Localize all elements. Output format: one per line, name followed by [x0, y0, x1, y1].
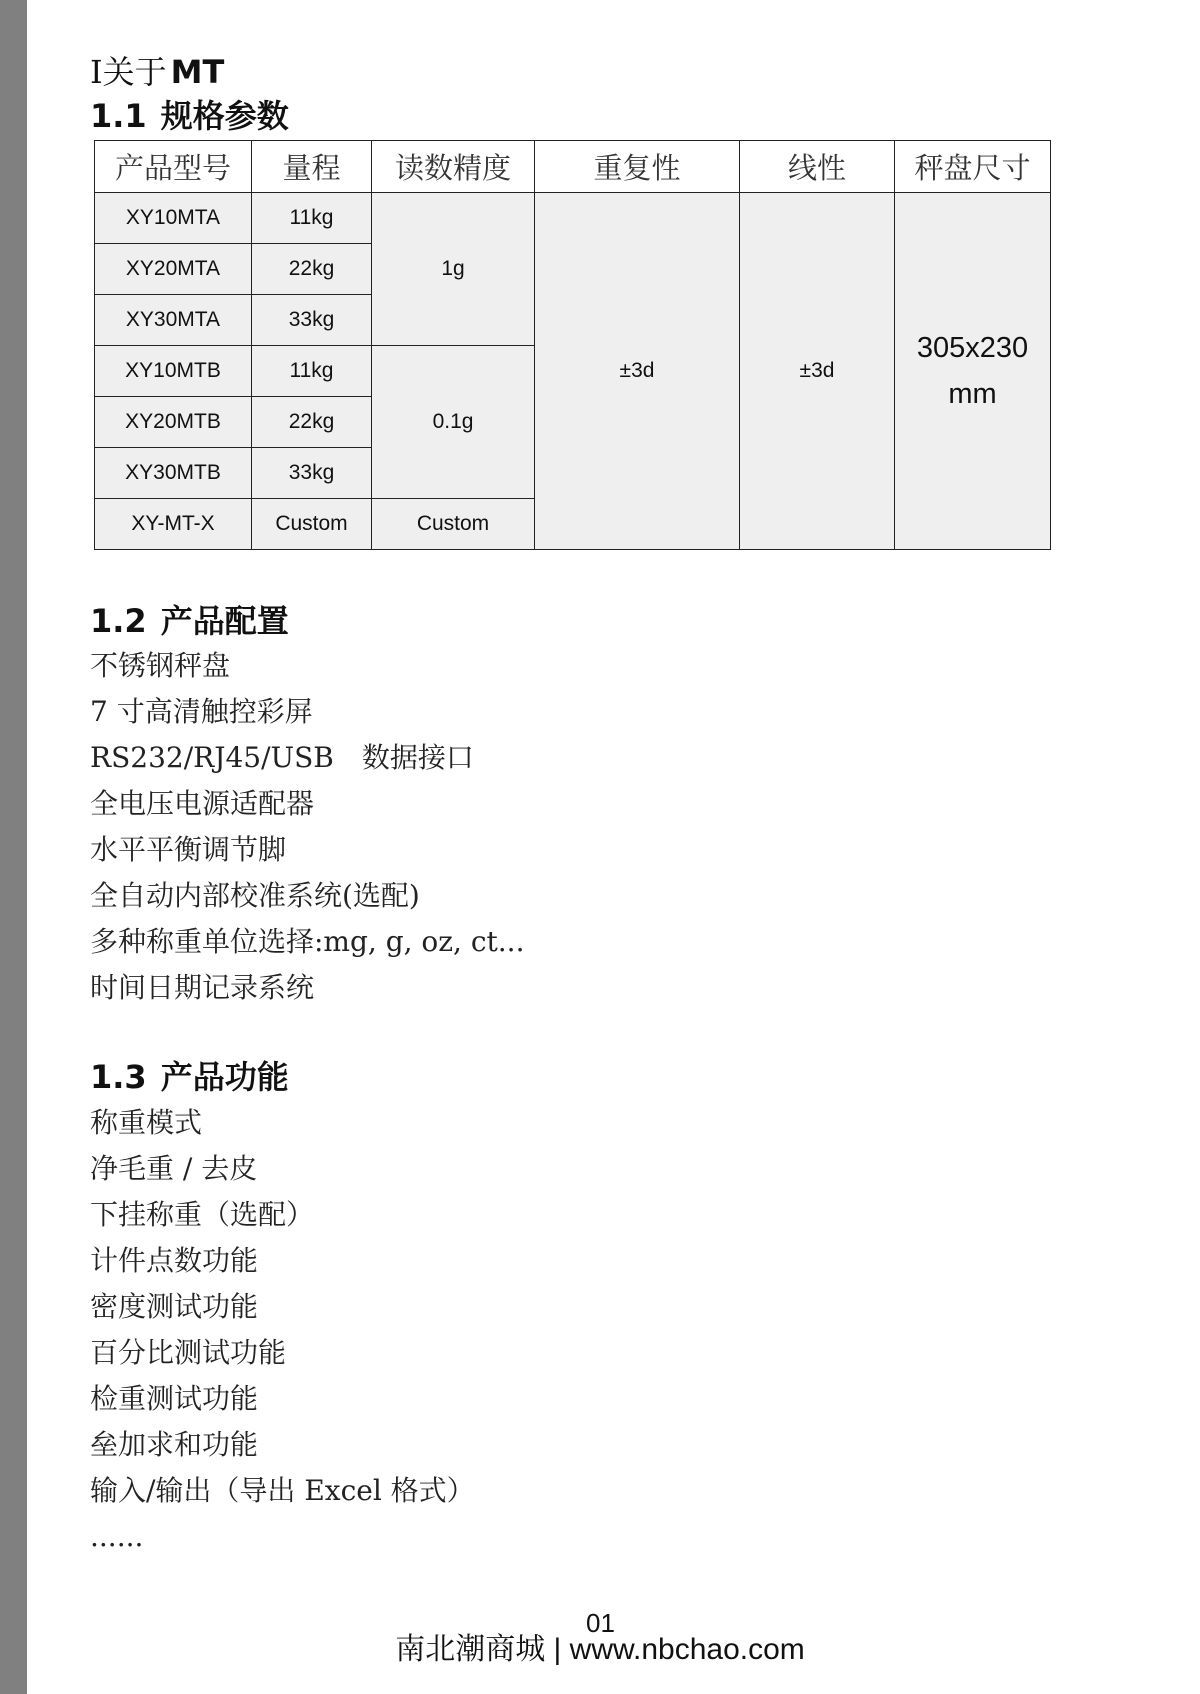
header-repeatability: 重复性	[535, 141, 740, 193]
model-cell: XY20MTB	[95, 397, 252, 448]
list-item: 水平平衡调节脚	[90, 833, 287, 866]
precision-cell-custom: Custom	[372, 499, 535, 550]
spec-header-row	[95, 141, 1051, 193]
list-item: 不锈钢秤盘	[90, 649, 231, 682]
table-row	[95, 193, 1051, 244]
list-item: RS232/RJ45/USB 数据接口	[90, 741, 474, 774]
spec-table	[94, 140, 1051, 550]
repeatability-cell: ±3d	[535, 193, 740, 550]
list-item: 全电压电源适配器	[90, 787, 315, 820]
list-item: 称重模式	[90, 1106, 203, 1139]
header-model: 产品型号	[95, 141, 252, 193]
pan-size-unit: mm	[948, 378, 997, 410]
list-item: 全自动内部校准系统(选配)	[90, 879, 420, 912]
page-heading	[90, 52, 224, 92]
range-cell: Custom	[252, 499, 372, 550]
list-item: 垒加求和功能	[90, 1428, 259, 1461]
side-bar	[0, 0, 27, 1694]
list-item: 多种称重单位选择:mg, g, oz, ct...	[90, 925, 525, 958]
heading-prefix: Ⅰ关于	[90, 53, 167, 91]
list-item: 检重测试功能	[90, 1382, 259, 1415]
section-2-label: 产品配置	[160, 602, 289, 640]
precision-cell-b: 0.1g	[372, 346, 535, 499]
model-cell: XY20MTA	[95, 244, 252, 295]
footer-text: 南北潮商城 | www.nbchao.com	[395, 1633, 805, 1666]
header-precision: 读数精度	[372, 141, 535, 193]
function-list	[90, 1100, 475, 1560]
list-item: 7 寸高清触控彩屏	[90, 695, 313, 728]
list-item: 下挂称重（选配）	[90, 1198, 315, 1231]
header-range: 量程	[252, 141, 372, 193]
model-cell: XY10MTB	[95, 346, 252, 397]
section-3-title	[90, 1057, 289, 1097]
section-3-label: 产品功能	[160, 1058, 289, 1096]
section-3-number: 1.3	[90, 1058, 147, 1096]
precision-cell-a: 1g	[372, 193, 535, 346]
linearity-cell: ±3d	[740, 193, 895, 550]
model-cell: XY30MTA	[95, 295, 252, 346]
range-cell: 33kg	[252, 295, 372, 346]
range-cell: 11kg	[252, 346, 372, 397]
list-item: 时间日期记录系统	[90, 971, 315, 1004]
pan-size-dimensions: 305x230	[916, 332, 1029, 364]
model-cell: XY10MTA	[95, 193, 252, 244]
section-2-number: 1.2	[90, 602, 147, 640]
pan-size-cell	[895, 193, 1051, 550]
model-cell: XY-MT-X	[95, 499, 252, 550]
range-cell: 11kg	[252, 193, 372, 244]
range-cell: 22kg	[252, 397, 372, 448]
section-2-title	[90, 601, 289, 641]
section-1-title	[90, 96, 289, 136]
list-item: 百分比测试功能	[90, 1336, 287, 1369]
section-1-label: 规格参数	[160, 97, 289, 135]
range-cell: 33kg	[252, 448, 372, 499]
list-item: 计件点数功能	[90, 1244, 259, 1277]
model-cell: XY30MTB	[95, 448, 252, 499]
page-number: 01	[586, 1608, 615, 1638]
section-1-number: 1.1	[90, 97, 147, 135]
list-item: ......	[90, 1520, 144, 1553]
header-pan-size: 秤盘尺寸	[895, 141, 1051, 193]
header-linearity: 线性	[740, 141, 895, 193]
heading-brand: MT	[170, 53, 225, 91]
list-item: 密度测试功能	[90, 1290, 259, 1323]
list-item: 净毛重 / 去皮	[90, 1152, 258, 1185]
range-cell: 22kg	[252, 244, 372, 295]
list-item: 输入/输出（导出 Excel 格式）	[90, 1474, 475, 1507]
config-list	[90, 643, 524, 1011]
